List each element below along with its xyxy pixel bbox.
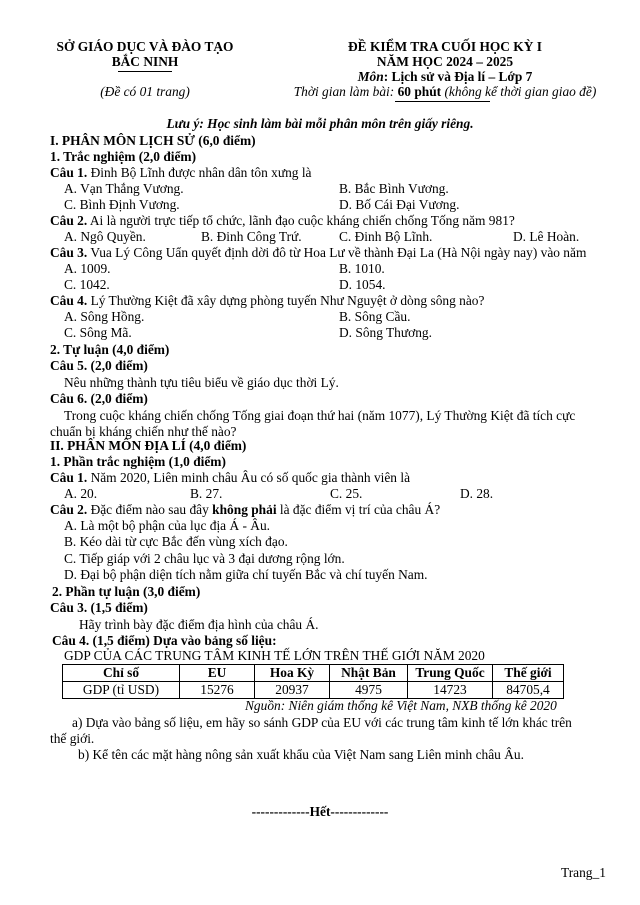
- g-q1-c: C. 25.: [330, 486, 363, 501]
- table-cell: 14723: [408, 682, 493, 699]
- h-q1: [50, 165, 312, 181]
- h-q1-c: C. Bình Định Vương.: [64, 197, 180, 212]
- g-q3-label: Câu 3. (1,5 điểm): [50, 600, 148, 615]
- h-q4-b: B. Sông Cầu.: [339, 309, 411, 324]
- time-post: (không kể thời gian giao đề): [441, 84, 597, 99]
- subject-label: Môn: [357, 69, 384, 84]
- g-q2: [50, 502, 440, 518]
- h-q3-a: A. 1009.: [64, 261, 111, 276]
- h-q1-text: Đinh Bộ Lĩnh được nhân dân tôn xưng là: [87, 165, 312, 180]
- h-q2-b: B. Đinh Công Trứ.: [201, 229, 302, 244]
- g-q2-text-pre: Đặc điểm nào sau đây: [87, 502, 213, 517]
- g-q2-a: A. Là một bộ phận của lục địa Á - Âu.: [64, 518, 271, 533]
- table-header-cell: EU: [180, 665, 255, 682]
- g-q4-a-l2: thế giới.: [50, 731, 95, 746]
- time-value: 60 phút: [397, 84, 442, 99]
- g-q4-a-l1: a) Dựa vào bảng số liệu, em hãy so sánh GDP của EU với các trung tâm kinh tế lớn khác trên: [72, 715, 572, 730]
- time-line: [280, 84, 610, 100]
- h-q4: [50, 293, 484, 309]
- table-row: [63, 682, 564, 699]
- geo-mc-title: 1. Phần trắc nghiệm (1,0 điểm): [50, 454, 226, 469]
- h-q3-d: D. 1054.: [339, 277, 386, 292]
- table-source: Nguồn: Niên giám thống kê Việt Nam, NXB thống kê 2020: [245, 698, 557, 713]
- g-q2-b: B. Kéo dài từ cực Bắc đến vùng xích đạo.: [64, 534, 288, 549]
- h-q4-text: Lý Thường Kiệt đã xây dựng phòng tuyến Như Nguyệt ở dòng sông nào?: [87, 293, 485, 308]
- h-q3-label: Câu 3.: [50, 245, 88, 260]
- table-header-cell: Nhật Bản: [330, 665, 408, 682]
- subject-line: [290, 69, 600, 85]
- g-q2-label: Câu 2.: [50, 502, 88, 517]
- h-q2-a: A. Ngô Quyền.: [64, 229, 146, 244]
- g-q1-b: B. 27.: [190, 486, 223, 501]
- table-header-cell: Hoa Kỳ: [255, 665, 330, 682]
- end-marker: -------------Hết-------------: [251, 804, 389, 819]
- h-q6-text-l2: chuẩn bị kháng chiến như thế nào?: [50, 424, 237, 439]
- exam-note: Lưu ý: Học sinh làm bài mỗi phân môn trên giấy riêng.: [166, 116, 474, 131]
- h-q6-label: Câu 6. (2,0 điểm): [50, 391, 148, 406]
- h-q1-label: Câu 1.: [50, 165, 88, 180]
- g-q2-text-post: là đặc điểm vị trí của châu Á?: [276, 502, 441, 517]
- h-q6-text-l1: Trong cuộc kháng chiến chống Tống giai đoạn thứ hai (năm 1077), Lý Thường Kiệt đã tích cực: [64, 408, 576, 423]
- table-cell: 4975: [330, 682, 408, 699]
- school-year: NĂM HỌC 2024 – 2025: [376, 54, 514, 69]
- header-divider: [118, 71, 172, 72]
- h-q4-label: Câu 4.: [50, 293, 88, 308]
- h-q2-d: D. Lê Hoàn.: [513, 229, 580, 244]
- gdp-table: [62, 664, 564, 699]
- table-cell: 20937: [255, 682, 330, 699]
- h-q2-text: Ai là người trực tiếp tổ chức, lãnh đạo cuộc kháng chiến chống Tống năm 981?: [87, 213, 515, 228]
- table-header-cell: Chỉ số: [63, 665, 180, 682]
- g-q4-label: Câu 4. (1,5 điểm) Dựa vào bảng số liệu:: [52, 633, 277, 648]
- table-cell: GDP (tỉ USD): [63, 682, 180, 699]
- h-q2-c: C. Đinh Bộ Lĩnh.: [339, 229, 433, 244]
- h-q1-d: D. Bố Cái Đại Vương.: [339, 197, 460, 212]
- h-q3-c: C. 1042.: [64, 277, 110, 292]
- table-cell: 84705,4: [493, 682, 564, 699]
- g-q1: [50, 470, 410, 486]
- g-q2-text-bold: không phải: [212, 502, 277, 517]
- h-q2: [50, 213, 515, 229]
- subject-value: : Lịch sử và Địa lí – Lớp 7: [383, 69, 533, 84]
- h-q1-b: B. Bắc Bình Vương.: [339, 181, 449, 196]
- h-q4-c: C. Sông Mã.: [64, 325, 132, 340]
- g-q4-b: b) Kể tên các mặt hàng nông sản xuất khẩu của Việt Nam sang Liên minh châu Âu.: [78, 747, 524, 762]
- gdp-table-title: GDP CỦA CÁC TRUNG TÂM KINH TẾ LỚN TRÊN THẾ GIỚI NĂM 2020: [64, 648, 485, 663]
- h-q1-a: A. Vạn Thắng Vương.: [64, 181, 184, 196]
- h-q4-a: A. Sông Hồng.: [64, 309, 145, 324]
- geo-essay-title: 2. Phần tự luận (3,0 điểm): [52, 584, 201, 599]
- history-mc-title: 1. Trắc nghiệm (2,0 điểm): [50, 149, 197, 164]
- h-q5-label: Câu 5. (2,0 điểm): [50, 358, 148, 373]
- exam-title: ĐỀ KIỂM TRA CUỐI HỌC KỲ I: [348, 39, 542, 54]
- table-header-cell: Thế giới: [493, 665, 564, 682]
- history-title: I. PHÂN MÔN LỊCH SỬ (6,0 điểm): [50, 133, 256, 148]
- g-q3-text: Hãy trình bày đặc điểm địa hình của châu Á.: [79, 617, 319, 632]
- page-number: Trang_1: [561, 865, 606, 880]
- table-header-cell: Trung Quốc: [408, 665, 493, 682]
- h-q4-d: D. Sông Thương.: [339, 325, 432, 340]
- h-q3: [50, 245, 586, 261]
- geo-title: II. PHÂN MÔN ĐỊA LÍ (4,0 điểm): [50, 438, 247, 453]
- h-q3-b: B. 1010.: [339, 261, 385, 276]
- dept-name: SỞ GIÁO DỤC VÀ ĐÀO TẠO: [56, 39, 234, 54]
- table-cell: 15276: [180, 682, 255, 699]
- history-essay-title: 2. Tự luận (4,0 điểm): [50, 342, 170, 357]
- header-divider-right: [395, 101, 490, 102]
- g-q1-text: Năm 2020, Liên minh châu Âu có số quốc gia thành viên là: [87, 470, 411, 485]
- g-q1-label: Câu 1.: [50, 470, 88, 485]
- g-q2-c: C. Tiếp giáp với 2 châu lục và 3 đại dương rộng lớn.: [64, 551, 345, 566]
- page-count-note: (Đề có 01 trang): [100, 84, 190, 99]
- g-q1-d: D. 28.: [460, 486, 494, 501]
- table-header-row: [63, 665, 564, 682]
- g-q2-d: D. Đại bộ phận diện tích nằm giữa chí tuyến Bắc và chí tuyến Nam.: [64, 567, 428, 582]
- province-name: BẮC NINH: [111, 54, 179, 69]
- h-q3-text: Vua Lý Công Uẩn quyết định dời đô từ Hoa Lư về thành Đại La (Hà Nội ngày nay) vào năm: [87, 245, 587, 260]
- g-q1-a: A. 20.: [64, 486, 98, 501]
- h-q2-label: Câu 2.: [50, 213, 88, 228]
- h-q5-text: Nêu những thành tựu tiêu biểu về giáo dục thời Lý.: [64, 375, 339, 390]
- time-pre: Thời gian làm bài:: [293, 84, 398, 99]
